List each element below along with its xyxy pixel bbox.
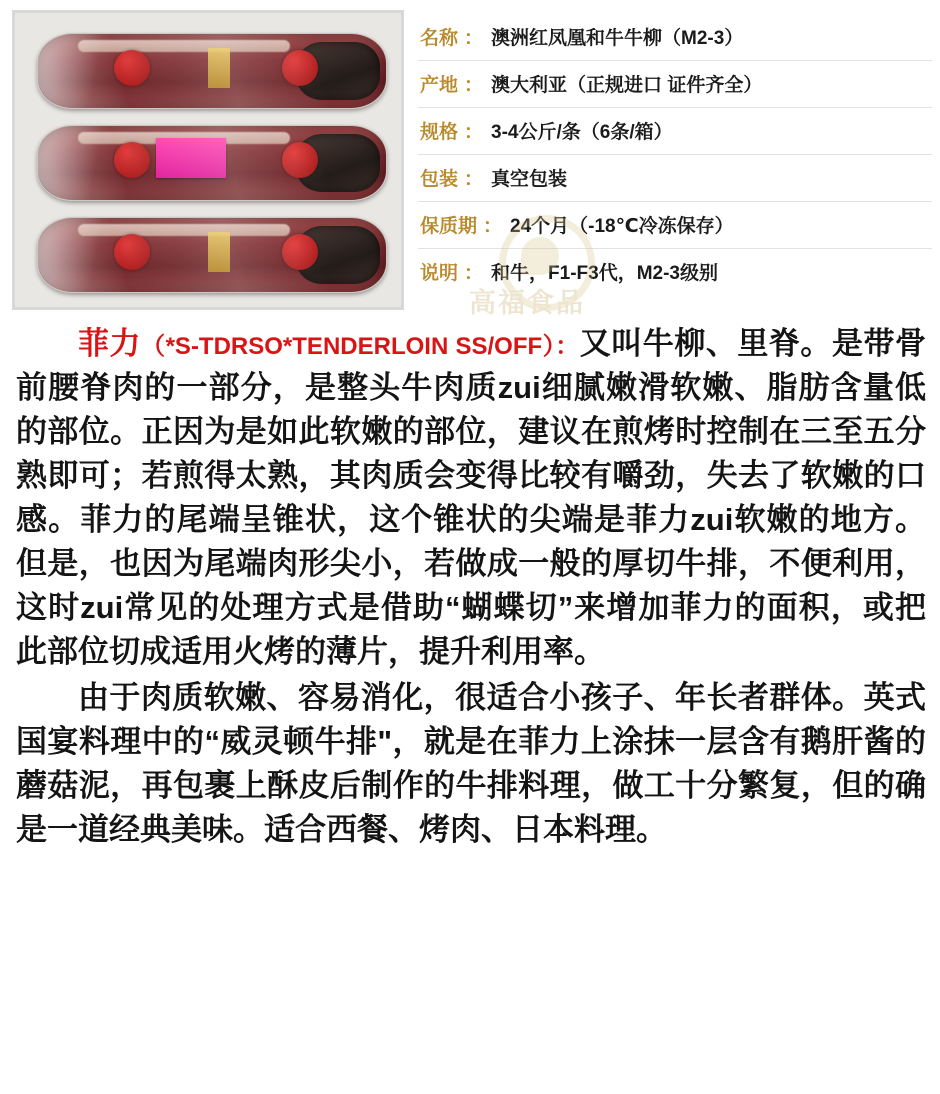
spec-value-highlight: （正规进口 证件齐全） bbox=[567, 75, 763, 96]
product-photo bbox=[12, 10, 404, 310]
watermark-text: 高福食品 bbox=[469, 288, 585, 318]
article-body bbox=[0, 310, 940, 852]
product-header bbox=[0, 0, 940, 310]
red-label-icon bbox=[114, 50, 150, 86]
fat-marbling bbox=[78, 132, 290, 144]
spec-value: 真空包装 bbox=[491, 169, 568, 190]
red-label-icon bbox=[282, 50, 318, 86]
dark-meat-end bbox=[296, 42, 380, 100]
red-label-icon bbox=[114, 142, 150, 178]
gold-label-icon bbox=[208, 48, 230, 88]
spec-value: 24个月（-18℃冷冻保存） bbox=[510, 216, 734, 237]
spec-value: 澳大利亚 bbox=[491, 75, 568, 96]
red-label-icon bbox=[282, 234, 318, 270]
beef-tenderloin-pack-3 bbox=[37, 217, 387, 293]
red-label-icon bbox=[282, 142, 318, 178]
spec-colon: ： bbox=[464, 263, 484, 284]
pink-tag-icon bbox=[156, 138, 226, 178]
spec-table bbox=[418, 10, 932, 295]
spec-value: 和牛，F1-F3代，M2-3级别 bbox=[491, 263, 718, 284]
spec-label: 包装 bbox=[420, 169, 459, 190]
fat-marbling bbox=[78, 40, 290, 52]
spec-row-name bbox=[418, 14, 932, 61]
spec-colon: ： bbox=[464, 122, 484, 143]
dark-meat-end bbox=[296, 134, 380, 192]
article-title-cn: 菲力 bbox=[78, 326, 142, 361]
spec-row-shelf-life bbox=[418, 202, 932, 249]
spec-label: 产地 bbox=[420, 75, 459, 96]
spec-colon: ： bbox=[464, 169, 484, 190]
spec-label: 说明 bbox=[420, 263, 459, 284]
spec-colon: ： bbox=[464, 75, 484, 96]
spec-value: 澳洲红凤凰和牛牛柳（M2-3） bbox=[491, 28, 744, 49]
fat-marbling bbox=[78, 224, 290, 236]
article-paragraph-1-text: 又叫牛柳、里脊。是带骨前腰脊肉的一部分，是整头牛肉质zui细腻嫩滑软嫩、脂肪含量低的部位。正因为是如此软嫩的部位，建议在煎烤时控制在三至五分熟即可；若煎得太熟，其肉质会变得比较有嚼劲，失去了软嫩的口感。菲力的尾端呈锥状，这个锥状的尖端是菲力zui软嫩的地方。但是，也因为尾端肉形尖小，若做成一般的厚切牛排，不便利用，这时zui常见的处理方式是借助“蝴蝶切”来增加菲力的面积，或把此部位切成适用火烤的薄片，提升利用率。 bbox=[16, 326, 927, 670]
article-title-en: （*S-TDRSO*TENDERLOIN SS/OFF）： bbox=[141, 333, 580, 360]
article-paragraph-2: 由于肉质软嫩、容易消化，很适合小孩子、年长者群体。英式国宴料理中的“威灵顿牛排"，就是在菲力上涂抹一层含有鹅肝酱的蘑菇泥，再包裹上酥皮后制作的牛排料理，做工十分繁复，但的确是一道经典美味。适合西餐、烤肉、日本料理。 bbox=[16, 680, 926, 848]
spec-row-origin bbox=[418, 61, 932, 108]
spec-label: 名称 bbox=[420, 28, 459, 49]
dark-meat-end bbox=[296, 226, 380, 284]
spec-colon: ： bbox=[464, 28, 484, 49]
red-label-icon bbox=[114, 234, 150, 270]
spec-row-packaging bbox=[418, 155, 932, 202]
spec-label: 保质期 bbox=[420, 216, 478, 237]
spec-label: 规格 bbox=[420, 122, 459, 143]
beef-tenderloin-pack-1 bbox=[37, 33, 387, 109]
article-paragraph-1 bbox=[16, 322, 926, 674]
spec-value: 3-4公斤/条（6条/箱） bbox=[491, 122, 673, 143]
gold-label-icon bbox=[208, 232, 230, 272]
product-photo-image bbox=[15, 13, 401, 307]
spec-row-description bbox=[418, 249, 932, 295]
spec-row-specification bbox=[418, 108, 932, 155]
spec-colon: ： bbox=[483, 216, 503, 237]
beef-tenderloin-pack-2 bbox=[37, 125, 387, 201]
